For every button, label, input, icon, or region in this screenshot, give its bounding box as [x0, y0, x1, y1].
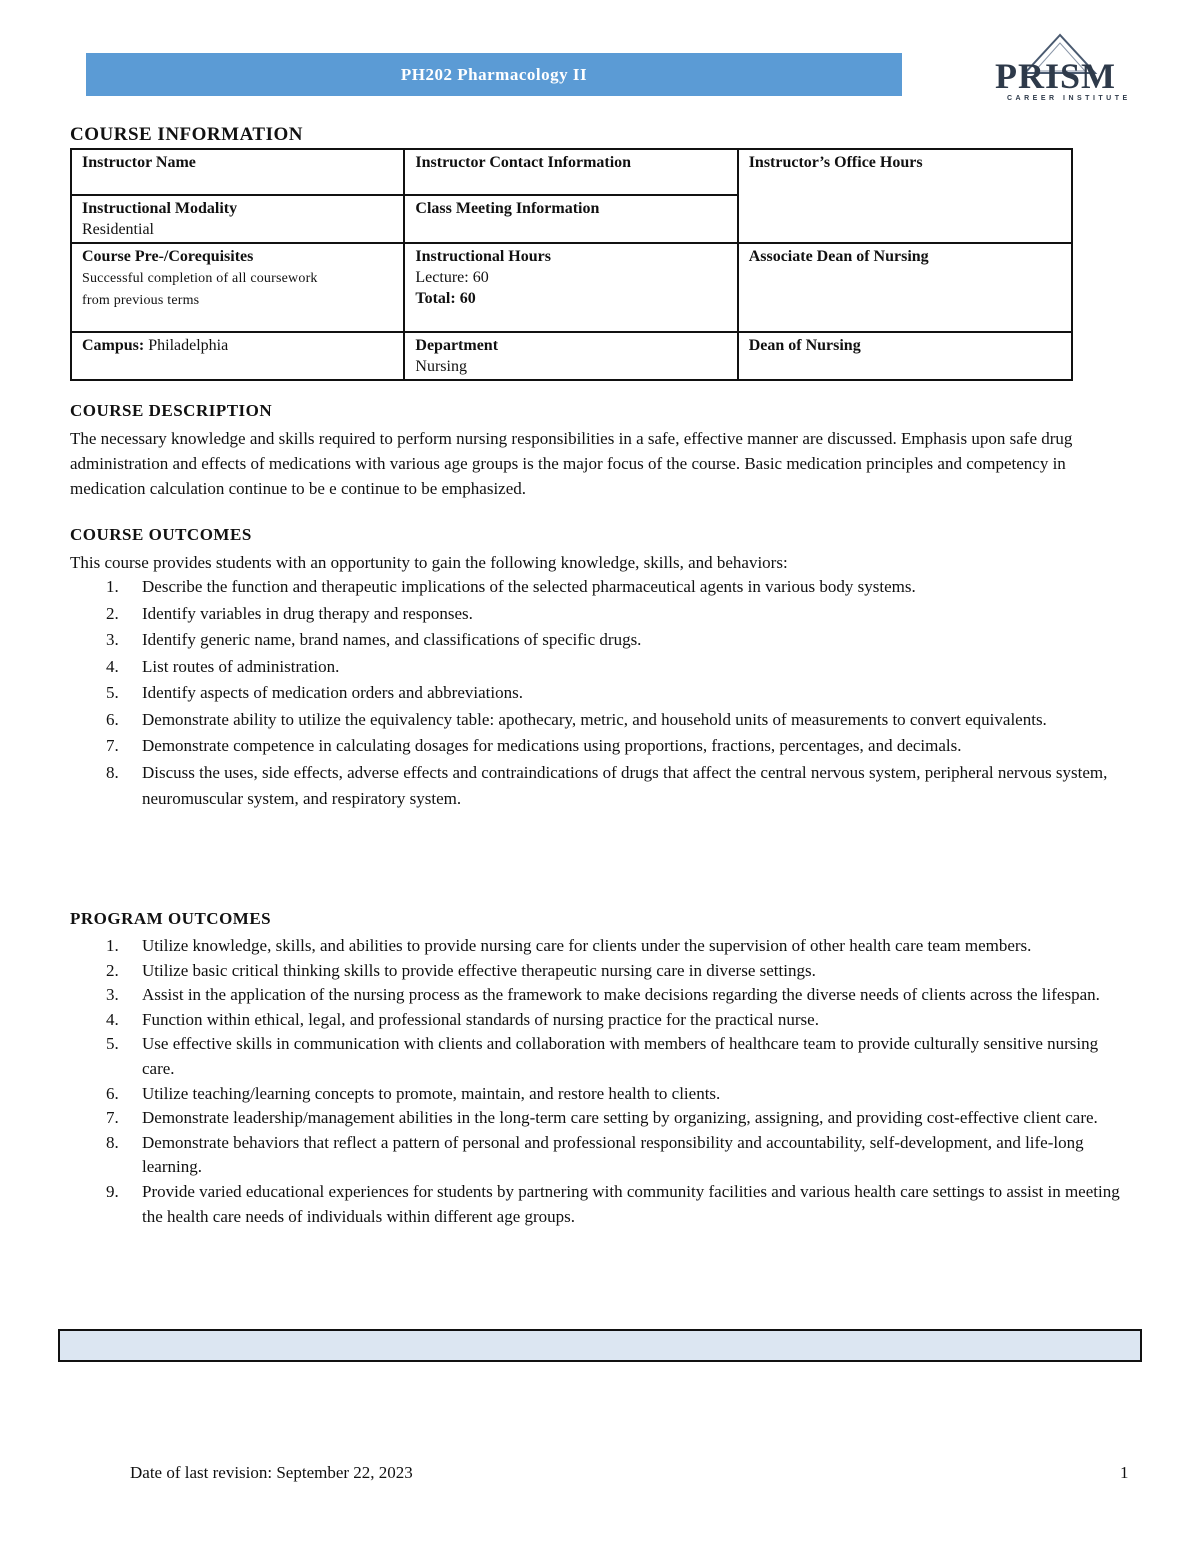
instructional-hours-cell [404, 243, 737, 332]
list-item [70, 1180, 1130, 1229]
course-title-banner [86, 53, 902, 96]
list-item [70, 601, 1130, 628]
hours-total: Total: 60 [415, 290, 476, 307]
list-number: 8. [106, 762, 119, 782]
list-item [70, 934, 1130, 959]
instructor-name-cell [71, 149, 404, 195]
list-number: 5. [106, 683, 119, 702]
campus-cell [71, 332, 404, 380]
prereq-label: Course Pre-/Corequisites [82, 248, 254, 265]
program-outcomes-heading: PROGRAM OUTCOMES [70, 909, 272, 928]
list-item [70, 1008, 1130, 1033]
list-item [70, 1032, 1130, 1081]
instructor-contact-label: Instructor Contact Information [415, 154, 632, 171]
course-outcomes-list [70, 574, 1130, 813]
office-hours-cell [738, 149, 1072, 243]
list-number: 7. [106, 736, 119, 755]
list-number: 6. [106, 709, 119, 729]
associate-dean-label: Associate Dean of Nursing [748, 248, 929, 265]
department-cell [404, 332, 737, 380]
course-outcomes-intro: This course provides students with an opportunity to gain the following knowledge, skills, and behaviors: [70, 553, 788, 572]
list-number: 2. [106, 960, 119, 980]
list-item [70, 1082, 1130, 1107]
list-text: Demonstrate competence in calculating dosages for medications using proportions, fractions, percentages, and decimals. [142, 736, 962, 755]
list-text: Utilize teaching/learning concepts to promote, maintain, and restore health to clients. [142, 1083, 721, 1103]
list-text: Use effective skills in communication with clients and collaboration with members of healthcare team to provide culturally sensitive nursing care. [142, 1034, 1099, 1078]
office-hours-label: Instructor’s Office Hours [748, 154, 923, 171]
list-text: List routes of administration. [142, 656, 340, 676]
list-text: Identify generic name, brand names, and classifications of specific drugs. [142, 630, 642, 649]
logo-text: PRISM [995, 56, 1116, 96]
class-meeting-cell [404, 195, 737, 243]
modality-value: Residential [82, 221, 154, 238]
list-number: 3. [106, 630, 119, 649]
list-text: Provide varied educational experiences for students by partnering with community facilities and various health care settings to assist in meeting the health care needs of individuals within different age groups. [142, 1181, 1120, 1226]
list-item [70, 627, 1130, 654]
revision-date: Date of last revision: September 22, 2023 [130, 1463, 413, 1482]
course-information-heading: COURSE INFORMATION [70, 124, 303, 145]
list-text: Demonstrate ability to utilize the equivalency table: apothecary, metric, and household units of measurements to convert equivalents. [142, 709, 1047, 729]
list-number: 6. [106, 1083, 119, 1103]
list-item [70, 959, 1130, 984]
list-item [70, 733, 1130, 760]
list-text: Describe the function and therapeutic implications of the selected pharmaceutical agents in various body systems. [142, 577, 916, 596]
list-text: Discuss the uses, side effects, adverse effects and contraindications of drugs that affect the central nervous system, peripheral nervous system, neuromuscular system, and respiratory system. [142, 762, 1108, 808]
list-number: 5. [106, 1034, 119, 1054]
course-title: PH202 Pharmacology II [400, 64, 588, 84]
list-item [70, 574, 1130, 601]
list-text: Function within ethical, legal, and professional standards of nursing practice for the practical nurse. [142, 1009, 819, 1029]
hours-lecture: Lecture: 60 [415, 269, 489, 286]
list-text: Demonstrate behaviors that reflect a pattern of personal and professional responsibility and accountability, self-development, and life-long learning. [142, 1132, 1084, 1177]
list-item [70, 760, 1130, 813]
instructor-contact-cell [404, 149, 737, 195]
bottom-shaded-box [58, 1329, 1142, 1362]
list-text: Identify aspects of medication orders and abbreviations. [142, 683, 523, 702]
page-number: 1 [1120, 1463, 1129, 1482]
course-outcomes-heading: COURSE OUTCOMES [70, 525, 252, 544]
list-number: 9. [106, 1181, 119, 1201]
list-number: 1. [106, 936, 119, 955]
logo-subtext: CAREER INSTITUTE [1007, 95, 1131, 102]
list-text: Assist in the application of the nursing process as the framework to make decisions regarding the diverse needs of clients across the lifespan. [142, 985, 1100, 1005]
prereq-value-line2: from previous terms [82, 293, 200, 308]
dean-label: Dean of Nursing [748, 337, 861, 354]
program-outcomes-list [70, 934, 1130, 1229]
list-number: 2. [106, 603, 119, 623]
list-number: 8. [106, 1132, 119, 1152]
list-number: 4. [106, 1009, 119, 1029]
list-item [70, 654, 1130, 681]
class-meeting-label: Class Meeting Information [415, 200, 600, 217]
modality-label: Instructional Modality [82, 200, 238, 217]
course-information-table [70, 148, 1073, 381]
course-description-heading: COURSE DESCRIPTION [70, 401, 273, 420]
prism-logo [985, 33, 1135, 113]
list-text: Utilize knowledge, skills, and abilities to provide nursing care for clients under the supervision of other health care team members. [142, 936, 1032, 955]
list-number: 3. [106, 985, 119, 1005]
list-item [70, 1131, 1130, 1180]
list-number: 4. [106, 656, 119, 676]
campus-value: Philadelphia [144, 337, 229, 354]
campus-label: Campus: [82, 337, 145, 354]
associate-dean-cell [738, 243, 1072, 332]
instructor-name-label: Instructor Name [82, 154, 196, 171]
list-number: 1. [106, 577, 119, 596]
course-description-text: The necessary knowledge and skills required to perform nursing responsibilities in a safe, effective manner are discussed. Emphasis upon safe drug administration and effects of medications with various age groups is the major focus of the course. Basic medication principles and competency in medication calculation continue to be e continue to be emphasized. [70, 429, 1073, 498]
hours-label: Instructional Hours [415, 248, 551, 265]
prereq-value-line1: Successful completion of all coursework [82, 271, 318, 286]
department-value: Nursing [415, 358, 467, 375]
list-text: Identify variables in drug therapy and responses. [142, 603, 473, 623]
department-label: Department [415, 337, 499, 354]
list-item [70, 1106, 1130, 1131]
list-text: Demonstrate leadership/management abilities in the long-term care setting by organizing, assigning, and providing cost-effective client care. [142, 1108, 1098, 1128]
list-item [70, 983, 1130, 1008]
prereq-cell [71, 243, 404, 332]
list-number: 7. [106, 1108, 119, 1128]
list-text: Utilize basic critical thinking skills to provide effective therapeutic nursing care in diverse settings. [142, 960, 816, 980]
list-item [70, 680, 1130, 707]
dean-cell [738, 332, 1072, 380]
list-item [70, 707, 1130, 734]
modality-cell [71, 195, 404, 243]
